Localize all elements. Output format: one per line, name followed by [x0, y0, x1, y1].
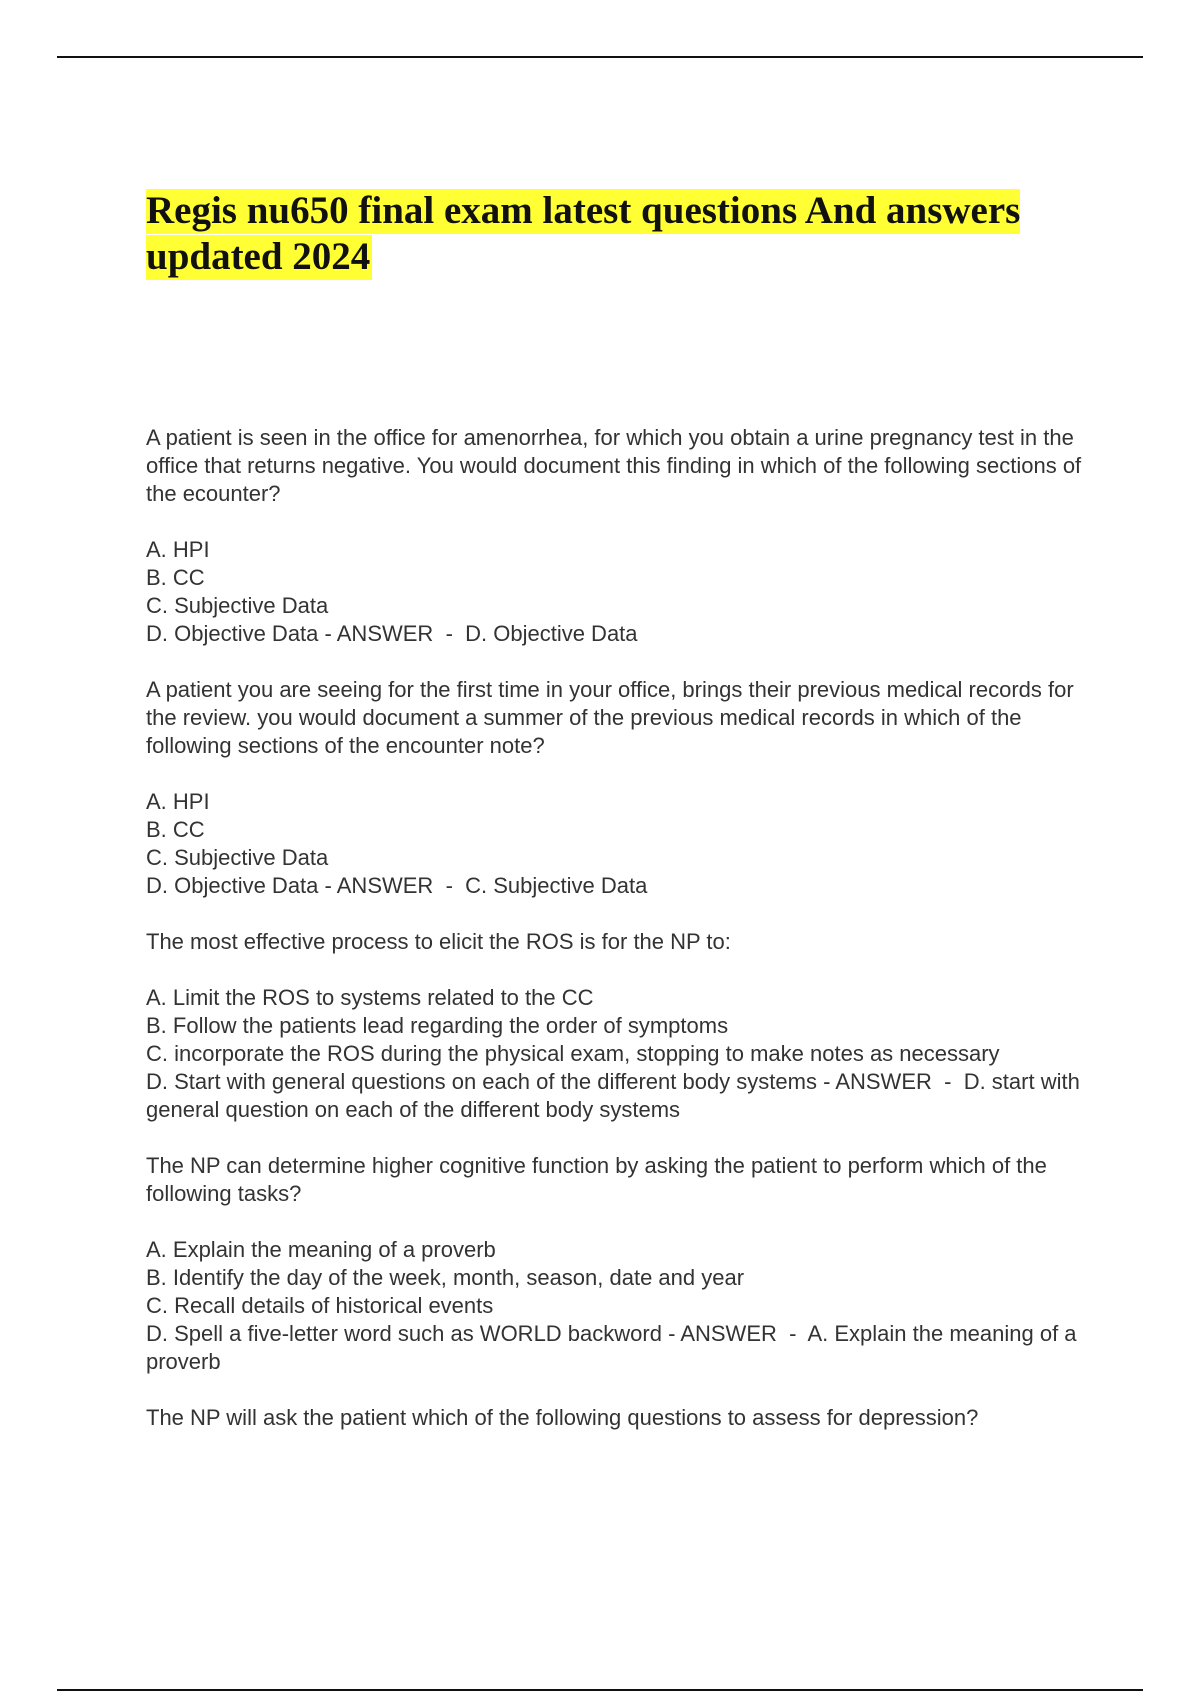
option-d-with-answer: D. Objective Data - ANSWER - C. Subjective Data [146, 873, 648, 898]
option-b: B. Follow the patients lead regarding the order of symptoms [146, 1013, 729, 1038]
answer-text: D. start with general question on each of the different body systems [146, 1069, 1080, 1122]
answer-label: - ANSWER [668, 1321, 777, 1346]
option-b: B. Identify the day of the week, month, season, date and year [146, 1265, 745, 1290]
question-stem: A patient you are seeing for the first time in your office, brings their previous medical records for the review. you would document a summer of the previous medical records in which of the following sections of the encounter note? [146, 677, 1074, 758]
footer-rule [57, 1689, 1143, 1691]
option-c: C. incorporate the ROS during the physical exam, stopping to make notes as necessary [146, 1041, 1000, 1066]
option-b: B. CC [146, 817, 205, 842]
option-d-with-answer: D. Start with general questions on each of the different body systems - ANSWER - D. start with general question on each of the different body systems [146, 1069, 1080, 1122]
answer-label: - ANSWER [324, 621, 434, 646]
answer-text: C. Subjective Data [465, 873, 648, 898]
option-d: D. Objective Data [146, 621, 319, 646]
option-d-with-answer: D. Spell a five-letter word such as WORLD backword - ANSWER - A. Explain the meaning of a proverb [146, 1321, 1077, 1374]
option-a: A. Explain the meaning of a proverb [146, 1237, 496, 1262]
question-1 [146, 424, 1106, 648]
answer-text: D. Objective Data [465, 621, 638, 646]
question-2 [146, 676, 1106, 900]
question-stem: The NP can determine higher cognitive function by asking the patient to perform which of the following tasks? [146, 1153, 1047, 1206]
option-list [146, 984, 1106, 1124]
option-a: A. HPI [146, 537, 210, 562]
question-3 [146, 928, 1106, 1124]
header-rule [57, 56, 1143, 58]
option-b: B. CC [146, 565, 205, 590]
answer-text: A. Explain the meaning of a proverb [146, 1321, 1077, 1374]
option-list [146, 536, 1106, 648]
question-5 [146, 1404, 1106, 1432]
question-stem: The most effective process to elicit the ROS is for the NP to: [146, 929, 731, 954]
option-d-with-answer: D. Objective Data - ANSWER - D. Objective Data [146, 621, 638, 646]
option-d: D. Start with general questions on each of the different body systems [146, 1069, 817, 1094]
option-c: C. Recall details of historical events [146, 1293, 494, 1318]
document-title [146, 188, 1106, 280]
title-highlight: Regis nu650 final exam latest questions And answers updated 2024 [146, 189, 1021, 278]
option-d: D. Spell a five-letter word such as WORLD backword [146, 1321, 662, 1346]
question-4 [146, 1152, 1106, 1376]
option-a: A. Limit the ROS to systems related to the CC [146, 985, 594, 1010]
option-c: C. Subjective Data [146, 845, 329, 870]
document-body [146, 424, 1106, 1460]
answer-label: - ANSWER [324, 873, 434, 898]
question-stem: A patient is seen in the office for amenorrhea, for which you obtain a urine pregnancy test in the office that returns negative. You would document this finding in which of the following sections of the ecounter? [146, 425, 1082, 506]
option-d: D. Objective Data [146, 873, 319, 898]
option-list [146, 788, 1106, 900]
option-list [146, 1236, 1106, 1376]
answer-label: - ANSWER [823, 1069, 932, 1094]
question-stem: The NP will ask the patient which of the following questions to assess for depression? [146, 1405, 979, 1430]
option-c: C. Subjective Data [146, 593, 329, 618]
option-a: A. HPI [146, 789, 210, 814]
